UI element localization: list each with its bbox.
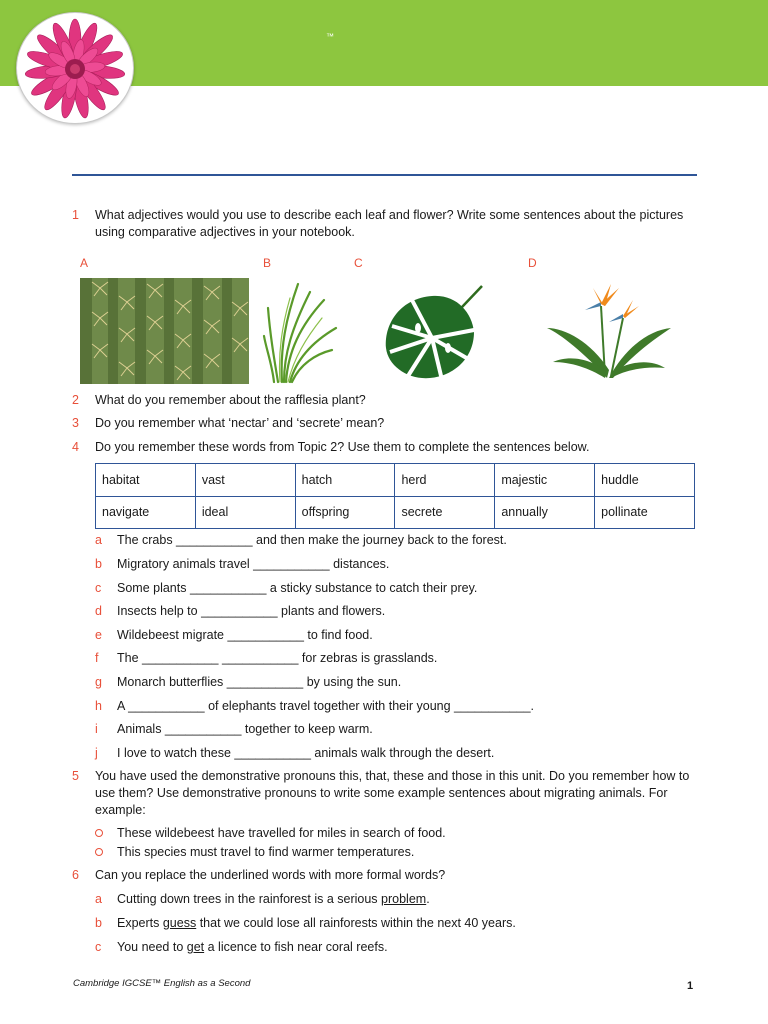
flower-logo-icon: [17, 13, 133, 123]
sentence-item: Insects help to ___________ plants and flowers.: [117, 604, 386, 618]
item-text: .: [426, 892, 430, 906]
underlined-word: guess: [162, 916, 197, 930]
item-letter: h: [95, 699, 102, 713]
item-letter: a: [95, 892, 102, 906]
sentence-item: Some plants ___________ a sticky substance to catch their prey.: [117, 581, 478, 595]
item-letter: a: [95, 533, 102, 547]
example-sentence: These wildebeest have travelled for miles in search of food.: [117, 826, 446, 840]
item-text: You need to: [117, 940, 187, 954]
word-cell: navigate: [96, 496, 196, 529]
grass-image: [262, 278, 340, 384]
monstera-leaf-image: [382, 282, 486, 382]
footer-text: Cambridge IGCSE™ English as a Second: [73, 978, 251, 989]
word-cell: offspring: [295, 496, 395, 529]
divider-rule: [72, 174, 697, 176]
sentence-item: Migratory animals travel ___________ distances.: [117, 557, 390, 571]
word-cell: pollinate: [595, 496, 695, 529]
word-cell: hatch: [295, 464, 395, 497]
item-letter: g: [95, 675, 102, 689]
question-4-text: Do you remember these words from Topic 2? Use them to complete the sentences below.: [95, 440, 590, 454]
item-letter: j: [95, 746, 98, 760]
sentence-item: Animals ___________ together to keep warm.: [117, 722, 373, 736]
item-text: Cutting down trees in the rainforest is a serious: [117, 892, 382, 906]
formal-word-item: [117, 891, 697, 908]
word-cell: ideal: [195, 496, 295, 529]
sentence-item: I love to watch these ___________ animals walk through the desert.: [117, 746, 495, 760]
question-2-number: 2: [72, 393, 79, 407]
word-cell: annually: [495, 496, 595, 529]
question-1-number: 1: [72, 208, 79, 222]
picture-label-c: C: [354, 256, 363, 270]
sentence-item: Wildebeest migrate ___________ to find food.: [117, 628, 373, 642]
item-letter: c: [95, 581, 102, 595]
item-text: a licence to fish near coral reefs.: [204, 940, 388, 954]
question-5-number: 5: [72, 769, 79, 783]
underlined-word: problem: [381, 892, 427, 906]
item-letter: c: [95, 940, 102, 954]
sentence-item: The ___________ ___________ for zebras is grasslands.: [117, 651, 438, 665]
sentence-item: The crabs ___________ and then make the journey back to the forest.: [117, 533, 507, 547]
bullet-circle-icon: [95, 848, 103, 856]
item-letter: b: [95, 557, 102, 571]
word-bank-row: [96, 464, 695, 497]
sentence-item: A ___________ of elephants travel together with their young ___________.: [117, 699, 534, 713]
word-bank-table: [95, 463, 695, 529]
trademark-symbol: ™: [326, 32, 334, 41]
word-cell: majestic: [495, 464, 595, 497]
formal-word-item: [117, 939, 697, 956]
word-cell: habitat: [96, 464, 196, 497]
item-text: that we could lose all rainforests within the next 40 years.: [196, 916, 516, 930]
question-2-text: What do you remember about the rafflesia plant?: [95, 393, 366, 407]
item-letter: b: [95, 916, 102, 930]
word-bank-row: [96, 496, 695, 529]
sentence-item: Monarch butterflies ___________ by using the sun.: [117, 675, 402, 689]
question-1-text: What adjectives would you use to describe each leaf and flower? Write some sentences about the pictures using comparative adjectives in your notebook.: [95, 208, 684, 239]
underlined-word: get: [186, 940, 205, 954]
bullet-circle-icon: [95, 829, 103, 837]
question-3-text: Do you remember what ‘nectar’ and ‘secrete’ mean?: [95, 416, 385, 430]
item-letter: d: [95, 604, 102, 618]
word-cell: secrete: [395, 496, 495, 529]
flower-logo: [16, 12, 134, 124]
picture-label-a: A: [80, 256, 89, 270]
word-cell: herd: [395, 464, 495, 497]
word-cell: vast: [195, 464, 295, 497]
page-number: 1: [687, 980, 694, 992]
item-letter: i: [95, 722, 98, 736]
picture-label-d: D: [528, 256, 537, 270]
example-sentence: This species must travel to find warmer temperatures.: [117, 845, 415, 859]
question-5-text: You have used the demonstrative pronouns this, that, these and those in this unit. Do you remember how to use them? Use demonstrative pronouns to write some example sentences about migrating animals. For example:: [95, 769, 690, 817]
cactus-image: [80, 278, 249, 384]
question-6-number: 6: [72, 868, 79, 882]
question-3-number: 3: [72, 416, 79, 430]
item-letter: f: [95, 651, 99, 665]
question-4-number: 4: [72, 440, 79, 454]
formal-word-item: [117, 915, 697, 932]
picture-label-b: B: [263, 256, 272, 270]
item-letter: e: [95, 628, 102, 642]
bird-of-paradise-image: [545, 284, 675, 380]
question-6-text: Can you replace the underlined words with more formal words?: [95, 868, 446, 882]
word-cell: huddle: [595, 464, 695, 497]
item-text: Experts: [117, 916, 163, 930]
